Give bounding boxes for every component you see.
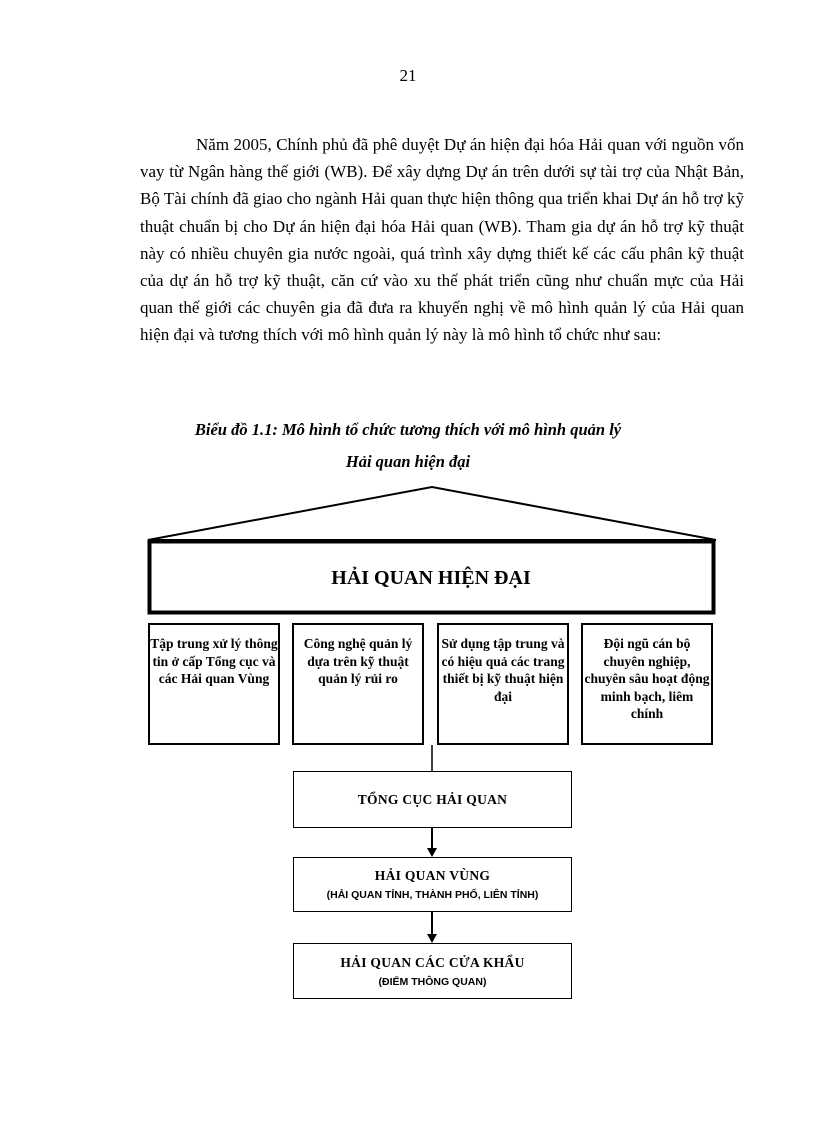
page-number: 21 <box>399 66 417 85</box>
level-subtitle: (HẢI QUAN TỈNH, THÀNH PHỐ, LIÊN TỈNH) <box>326 889 539 901</box>
arrowhead-border <box>427 934 437 943</box>
level-title: TỔNG CỤC HẢI QUAN <box>357 791 508 807</box>
pillar-box-3: Sử dụng tập trung và có hiệu quả các trang thiết bị kỹ thuật hiện đại <box>437 623 569 745</box>
level-title: HẢI QUAN VÙNG <box>374 868 491 883</box>
pillar-box-2: Công nghệ quản lý dựa trên kỹ thuật quản lý rủi ro <box>292 623 424 745</box>
arrowhead-region <box>427 848 437 857</box>
level-subtitle: (ĐIỂM THÔNG QUAN) <box>378 975 487 988</box>
pillar-box-4: Đội ngũ cán bộ chuyên nghiệp, chuyên sâu hoạt động minh bạch, liêm chính <box>581 623 713 745</box>
level-title: HẢI QUAN CÁC CỬA KHẨU <box>340 954 525 970</box>
level-box-regional <box>293 857 572 912</box>
level-box-border-gates <box>293 943 572 999</box>
figure-caption-line-2: Hải quan hiện đại <box>345 452 471 471</box>
paragraph-text: Năm 2005, Chính phủ đã phê duyệt Dự án hiện đại hóa Hải quan với nguồn vốn vay từ Ngân hàng thế giới (WB). Để xây dựng Dự án trên dưới sự tài trợ của Nhật Bản, Bộ Tài chính đã giao cho ngành Hải quan thực hiện thông qua triển khai Dự án hỗ trợ kỹ thuật chuẩn bị cho Dự án hiện đại hóa Hải quan (WB). Tham gia dự án hỗ trợ kỹ thuật này có nhiều chuyên gia nước ngoài, quá trình xây dựng thiết kế các cấu phân kỹ thuật của dự án hỗ trợ kỹ thuật, căn cứ vào xu thế phát triển cũng như chuẩn mực của Hải quan thế giới các chuyên gia đã đưa ra khuyến nghị về mô hình quản lý của Hải quan hiện đại và tương thích với mô hình quản lý này là mô hình tổ chức như sau: <box>140 135 744 345</box>
pillar-box-1: Tập trung xử lý thông tin ở cấp Tổng cục và các Hải quan Vùng <box>148 623 280 745</box>
figure-caption-line-1: Biểu đồ 1.1: Mô hình tổ chức tương thích với mô hình quản lý <box>194 420 622 439</box>
level-box-general-department <box>293 771 572 828</box>
roof-shape <box>148 487 716 540</box>
root-box-title: HẢI QUAN HIỆN ĐẠI <box>331 566 531 589</box>
